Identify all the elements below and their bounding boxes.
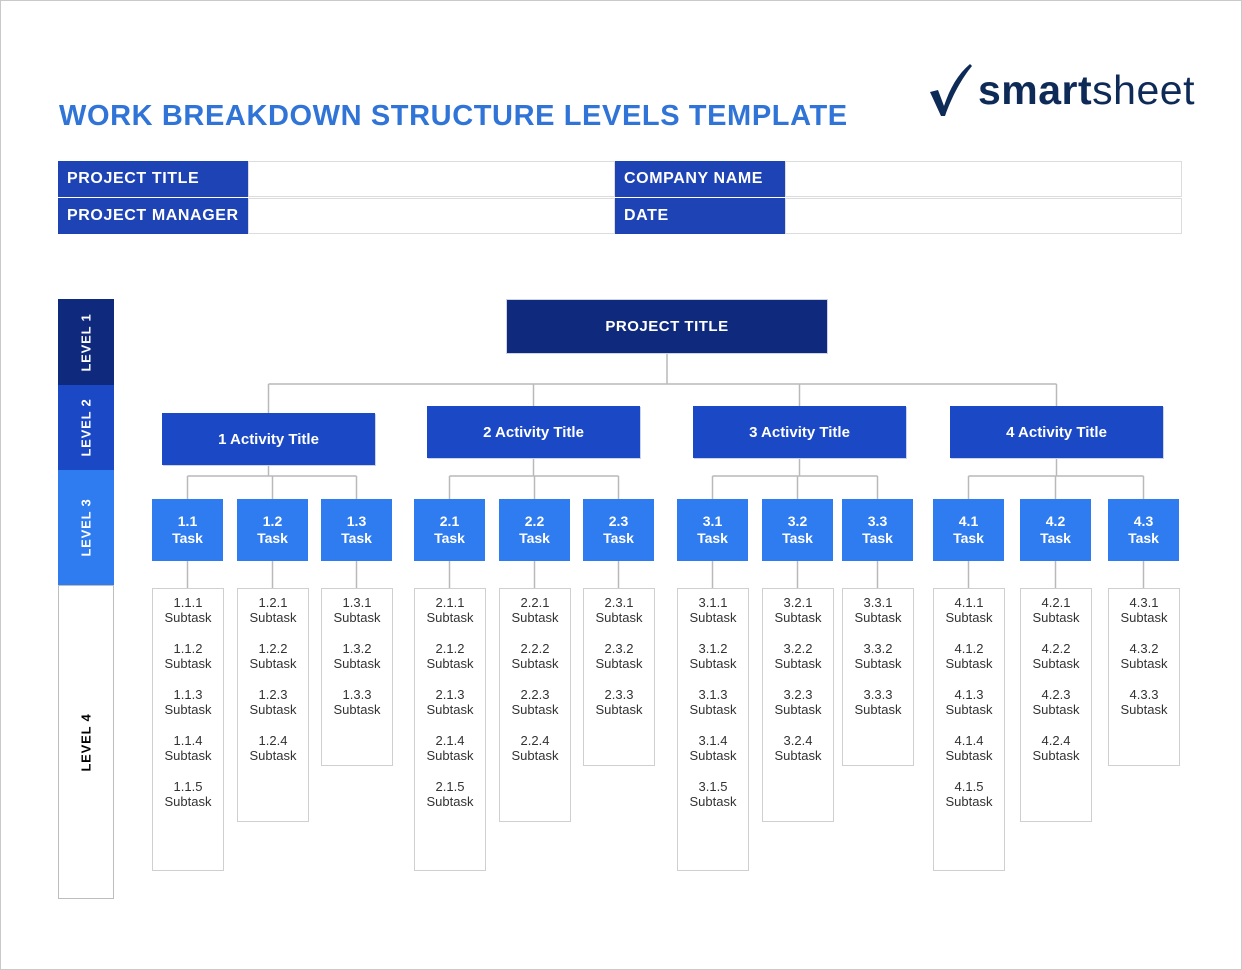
subtask-item	[153, 595, 223, 641]
subtask-number: 4.2.1	[1041, 595, 1071, 610]
subtask-number: 4.1.4	[954, 733, 984, 748]
subtask-name: Subtask	[689, 610, 737, 625]
subtask-name: Subtask	[854, 610, 902, 625]
subtask-item	[934, 733, 1004, 779]
subtask-item	[238, 641, 308, 687]
subtask-number: 1.3.2	[342, 641, 372, 656]
subtask-name: Subtask	[511, 656, 559, 671]
task-node	[762, 499, 833, 561]
subtask-item	[934, 779, 1004, 825]
project-title-field[interactable]	[248, 161, 615, 197]
subtask-name: Subtask	[249, 656, 297, 671]
subtask-name: Subtask	[426, 794, 474, 809]
task-name: Task	[603, 530, 634, 546]
date-field[interactable]	[785, 198, 1182, 234]
subtask-item	[763, 641, 833, 687]
subtask-name: Subtask	[774, 610, 822, 625]
subtask-name: Subtask	[854, 702, 902, 717]
subtask-number: 2.3.1	[604, 595, 634, 610]
task-number: 4.1	[958, 513, 979, 529]
subtask-list	[237, 588, 309, 822]
subtask-number: 3.3.1	[863, 595, 893, 610]
subtask-item	[678, 733, 748, 779]
subtask-name: Subtask	[774, 656, 822, 671]
subtask-item	[678, 779, 748, 825]
subtask-item	[415, 779, 485, 825]
subtask-name: Subtask	[595, 702, 643, 717]
subtask-number: 3.2.3	[783, 687, 813, 702]
task-node	[677, 499, 748, 561]
subtask-item	[500, 595, 570, 641]
subtask-number: 1.3.1	[342, 595, 372, 610]
subtask-item	[1021, 641, 1091, 687]
subtask-item	[500, 733, 570, 779]
subtask-name: Subtask	[945, 748, 993, 763]
subtask-number: 2.1.2	[435, 641, 465, 656]
subtask-name: Subtask	[945, 794, 993, 809]
level-3-text: LEVEL 3	[78, 498, 94, 557]
task-node	[583, 499, 654, 561]
subtask-number: 4.2.3	[1041, 687, 1071, 702]
subtask-number: 2.1.1	[435, 595, 465, 610]
task-number: 2.2	[524, 513, 545, 529]
subtask-number: 3.3.3	[863, 687, 893, 702]
subtask-name: Subtask	[333, 702, 381, 717]
subtask-name: Subtask	[595, 656, 643, 671]
task-name: Task	[172, 530, 203, 546]
project-manager-label: PROJECT MANAGER	[58, 198, 248, 234]
subtask-item	[934, 595, 1004, 641]
company-name-field[interactable]	[785, 161, 1182, 197]
subtask-item	[1109, 641, 1179, 687]
task-name: Task	[697, 530, 728, 546]
task-number: 1.3	[346, 513, 367, 529]
logo-wordmark	[978, 67, 1195, 114]
subtask-name: Subtask	[426, 610, 474, 625]
level-1-text: LEVEL 1	[78, 312, 94, 372]
subtask-number: 4.3.2	[1129, 641, 1159, 656]
subtask-name: Subtask	[426, 748, 474, 763]
level-4-label	[58, 585, 114, 899]
subtask-list	[842, 588, 914, 766]
subtask-item	[763, 687, 833, 733]
subtask-item	[500, 641, 570, 687]
subtask-number: 3.1.5	[698, 779, 728, 794]
subtask-number: 4.2.4	[1041, 733, 1071, 748]
subtask-name: Subtask	[164, 748, 212, 763]
subtask-number: 2.1.4	[435, 733, 465, 748]
subtask-name: Subtask	[333, 656, 381, 671]
subtask-item	[500, 687, 570, 733]
subtask-item	[763, 595, 833, 641]
subtask-number: 1.1.2	[173, 641, 203, 656]
subtask-item	[415, 595, 485, 641]
task-number: 1.2	[262, 513, 283, 529]
subtask-number: 3.1.1	[698, 595, 728, 610]
task-name: Task	[782, 530, 813, 546]
subtask-list	[1020, 588, 1092, 822]
subtask-item	[678, 595, 748, 641]
subtask-item	[843, 687, 913, 733]
subtask-item	[584, 687, 654, 733]
subtask-item	[415, 641, 485, 687]
subtask-name: Subtask	[854, 656, 902, 671]
task-node	[1020, 499, 1091, 561]
task-number: 3.1	[702, 513, 723, 529]
subtask-number: 2.1.5	[435, 779, 465, 794]
activity-node: 4 Activity Title	[950, 406, 1163, 458]
subtask-item	[322, 595, 392, 641]
task-node	[237, 499, 308, 561]
subtask-number: 4.1.1	[954, 595, 984, 610]
task-number: 4.2	[1045, 513, 1066, 529]
level-4-text: LEVEL 4	[78, 712, 94, 772]
subtask-item	[415, 687, 485, 733]
subtask-item	[153, 687, 223, 733]
subtask-name: Subtask	[164, 656, 212, 671]
subtask-name: Subtask	[164, 794, 212, 809]
subtask-number: 4.1.3	[954, 687, 984, 702]
smartsheet-logo	[926, 60, 1206, 120]
task-name: Task	[341, 530, 372, 546]
subtask-name: Subtask	[249, 702, 297, 717]
subtask-number: 3.1.4	[698, 733, 728, 748]
subtask-number: 1.2.3	[258, 687, 288, 702]
subtask-list	[583, 588, 655, 766]
subtask-name: Subtask	[164, 702, 212, 717]
subtask-item	[678, 687, 748, 733]
subtask-name: Subtask	[511, 748, 559, 763]
subtask-number: 3.3.2	[863, 641, 893, 656]
subtask-item	[1109, 687, 1179, 733]
subtask-list	[762, 588, 834, 822]
subtask-item	[934, 687, 1004, 733]
subtask-name: Subtask	[249, 610, 297, 625]
subtask-item	[934, 641, 1004, 687]
subtask-list	[1108, 588, 1180, 766]
subtask-name: Subtask	[426, 656, 474, 671]
subtask-name: Subtask	[774, 748, 822, 763]
subtask-number: 3.1.2	[698, 641, 728, 656]
subtask-item	[238, 595, 308, 641]
subtask-name: Subtask	[1120, 656, 1168, 671]
subtask-number: 1.3.3	[342, 687, 372, 702]
subtask-list	[933, 588, 1005, 871]
subtask-list	[152, 588, 224, 871]
subtask-name: Subtask	[774, 702, 822, 717]
subtask-number: 1.2.2	[258, 641, 288, 656]
task-name: Task	[862, 530, 893, 546]
subtask-item	[153, 779, 223, 825]
level-3-label	[58, 470, 114, 585]
subtask-number: 4.1.2	[954, 641, 984, 656]
subtask-item	[238, 733, 308, 779]
subtask-item	[322, 641, 392, 687]
subtask-number: 1.2.1	[258, 595, 288, 610]
subtask-list	[499, 588, 571, 822]
task-node	[152, 499, 223, 561]
level-2-text: LEVEL 2	[78, 398, 94, 457]
subtask-number: 1.1.5	[173, 779, 203, 794]
subtask-name: Subtask	[249, 748, 297, 763]
task-node	[414, 499, 485, 561]
subtask-item	[763, 733, 833, 779]
subtask-number: 4.3.3	[1129, 687, 1159, 702]
subtask-number: 1.1.1	[173, 595, 203, 610]
task-node	[933, 499, 1004, 561]
company-name-label: COMPANY NAME	[615, 161, 785, 197]
subtask-number: 2.1.3	[435, 687, 465, 702]
task-name: Task	[1128, 530, 1159, 546]
subtask-name: Subtask	[511, 702, 559, 717]
subtask-name: Subtask	[689, 702, 737, 717]
subtask-name: Subtask	[689, 656, 737, 671]
task-name: Task	[519, 530, 550, 546]
subtask-number: 1.1.3	[173, 687, 203, 702]
activity-node: 2 Activity Title	[427, 406, 640, 458]
subtask-number: 1.1.4	[173, 733, 203, 748]
page-title: WORK BREAKDOWN STRUCTURE LEVELS TEMPLATE	[59, 100, 848, 132]
subtask-item	[584, 641, 654, 687]
subtask-number: 2.2.3	[520, 687, 550, 702]
task-number: 1.1	[177, 513, 198, 529]
subtask-number: 4.2.2	[1041, 641, 1071, 656]
subtask-list	[321, 588, 393, 766]
task-name: Task	[434, 530, 465, 546]
checkmark-icon	[926, 62, 974, 118]
subtask-item	[1109, 595, 1179, 641]
subtask-number: 1.2.4	[258, 733, 288, 748]
logo-wordmark-light: sheet	[1092, 66, 1195, 113]
subtask-number: 3.2.2	[783, 641, 813, 656]
subtask-item	[843, 641, 913, 687]
subtask-number: 3.1.3	[698, 687, 728, 702]
logo-wordmark-bold: smart	[978, 66, 1093, 113]
activity-node: 3 Activity Title	[693, 406, 906, 458]
subtask-list	[677, 588, 749, 871]
subtask-item	[322, 687, 392, 733]
subtask-name: Subtask	[1032, 656, 1080, 671]
subtask-item	[584, 595, 654, 641]
task-name: Task	[1040, 530, 1071, 546]
subtask-item	[1021, 595, 1091, 641]
subtask-number: 2.3.3	[604, 687, 634, 702]
subtask-name: Subtask	[164, 610, 212, 625]
subtask-number: 4.1.5	[954, 779, 984, 794]
subtask-name: Subtask	[689, 748, 737, 763]
subtask-name: Subtask	[333, 610, 381, 625]
subtask-name: Subtask	[689, 794, 737, 809]
subtask-item	[1021, 733, 1091, 779]
subtask-item	[238, 687, 308, 733]
project-info-table	[58, 161, 1182, 235]
task-name: Task	[953, 530, 984, 546]
task-number: 3.2	[787, 513, 808, 529]
subtask-name: Subtask	[1120, 702, 1168, 717]
subtask-name: Subtask	[945, 610, 993, 625]
subtask-name: Subtask	[1032, 748, 1080, 763]
subtask-name: Subtask	[945, 702, 993, 717]
task-number: 4.3	[1133, 513, 1154, 529]
subtask-name: Subtask	[595, 610, 643, 625]
level-1-label	[58, 299, 114, 385]
subtask-list	[414, 588, 486, 871]
subtask-item	[415, 733, 485, 779]
task-name: Task	[257, 530, 288, 546]
subtask-name: Subtask	[1032, 610, 1080, 625]
subtask-number: 2.2.1	[520, 595, 550, 610]
subtask-item	[153, 641, 223, 687]
task-number: 2.1	[439, 513, 460, 529]
task-number: 2.3	[608, 513, 629, 529]
project-title-node: PROJECT TITLE	[507, 300, 827, 353]
task-number: 3.3	[867, 513, 888, 529]
task-node	[842, 499, 913, 561]
task-node	[499, 499, 570, 561]
subtask-number: 4.3.1	[1129, 595, 1159, 610]
subtask-item	[678, 641, 748, 687]
subtask-item	[153, 733, 223, 779]
subtask-name: Subtask	[426, 702, 474, 717]
subtask-number: 2.2.4	[520, 733, 550, 748]
subtask-item	[1021, 687, 1091, 733]
task-node	[1108, 499, 1179, 561]
subtask-name: Subtask	[511, 610, 559, 625]
level-2-label	[58, 385, 114, 470]
project-title-label: PROJECT TITLE	[58, 161, 248, 197]
subtask-item	[843, 595, 913, 641]
subtask-name: Subtask	[1120, 610, 1168, 625]
project-manager-field[interactable]	[248, 198, 615, 234]
subtask-name: Subtask	[1032, 702, 1080, 717]
activity-node: 1 Activity Title	[162, 413, 375, 465]
task-node	[321, 499, 392, 561]
subtask-name: Subtask	[945, 656, 993, 671]
subtask-number: 3.2.1	[783, 595, 813, 610]
date-label: DATE	[615, 198, 785, 234]
subtask-number: 3.2.4	[783, 733, 813, 748]
subtask-number: 2.2.2	[520, 641, 550, 656]
subtask-number: 2.3.2	[604, 641, 634, 656]
